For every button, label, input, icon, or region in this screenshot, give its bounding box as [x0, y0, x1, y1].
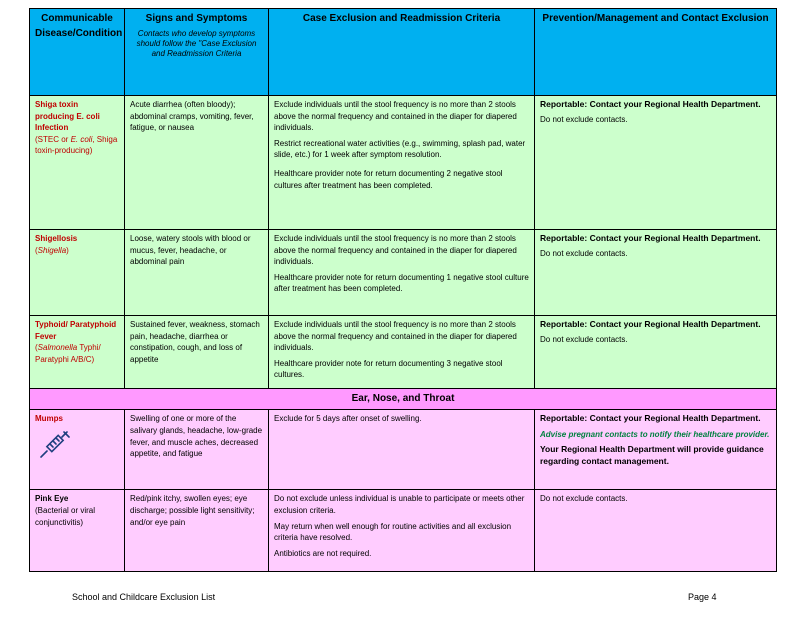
header-exclusion: Case Exclusion and Readmission Criteria — [269, 9, 535, 96]
header-symptoms-title: Signs and Symptoms — [145, 13, 248, 24]
symptoms-cell: Loose, watery stools with blood or mucus, fever, headache, or abdominal pain — [125, 230, 269, 316]
contact-note: Do not exclude contacts. — [540, 494, 628, 504]
section-title: Ear, Nose, and Throat — [30, 388, 777, 410]
table-row — [30, 96, 777, 230]
prevention-cell — [535, 96, 777, 230]
prevention-cell — [535, 230, 777, 316]
condition-cell — [30, 96, 125, 230]
reportable-note: Reportable: Contact your Regional Health Department. — [540, 319, 761, 329]
condition-name: Pink Eye — [35, 494, 69, 504]
symptoms-cell: Acute diarrhea (often bloody); abdominal cramps, vomiting, fever, fatigue, or nausea — [125, 96, 269, 230]
exclusion-cell: Exclude individuals until the stool frequency is no more than 2 stools above the normal frequency and contained in the diaper for diapered individuals. Healthcare provider note for return documenting 1 negative stool culture after treatment has been completed. — [269, 230, 535, 316]
exclusion-cell: Exclude individuals until the stool frequency is no more than 2 stools above the normal frequency and contained in the diaper for diapered individuals. Healthcare provider note for return documenting 3 negative stool cultures. — [269, 316, 535, 389]
condition-subtitle: (Salmonella Typhi/ Paratyphi A/B/C) — [35, 343, 101, 364]
header-symptoms-note: Contacts who develop symptoms should follow the "Case Exclusion and Readmission Criteria — [136, 28, 257, 58]
condition-subtitle: (STEC or E. coli, Shiga toxin-producing) — [35, 134, 118, 156]
table-row — [30, 490, 777, 572]
condition-name: Mumps — [35, 414, 63, 424]
reportable-note: Reportable: Contact your Regional Health Department. — [540, 233, 761, 243]
condition-subtitle: (Bacterial or viral conjunctivitis) — [35, 506, 96, 527]
table-header-row — [30, 9, 777, 96]
condition-cell — [30, 490, 125, 572]
prevention-cell — [535, 316, 777, 389]
symptoms-cell: Red/pink itchy, swollen eyes; eye discharge; possible light sensitivity; and/or eye pain — [125, 490, 269, 572]
condition-cell — [30, 230, 125, 316]
page-number: Page 4 — [688, 592, 717, 602]
header-condition: Communicable Disease/Condition — [30, 9, 125, 96]
condition-name: Shiga toxin producing E. coli Infection — [35, 100, 100, 133]
section-header-row — [30, 388, 777, 410]
condition-subtitle: (Shigella) — [35, 245, 69, 255]
table-row — [30, 230, 777, 316]
exclusion-cell: Exclude for 5 days after onset of swelling. — [269, 410, 535, 490]
table-row — [30, 410, 777, 490]
exclusion-cell: Exclude individuals until the stool frequency is no more than 2 stools above the normal frequency and contained in the diaper for diapered individuals. Restrict recreational water activities (e.g., swimming, splash pad, water slide, etc.) for 1 week after symptom resolution. Healthcare provider note for return documenting 2 negative stool cultures after treatment has been completed. — [269, 96, 535, 230]
exclusion-cell: Do not exclude unless individual is unable to participate or meets other exclusion criteria. May return when well enough for routine activities and all exclusion criteria have resolved. Antibiotics are not required. — [269, 490, 535, 572]
table-row — [30, 316, 777, 389]
contact-note: Do not exclude contacts. — [540, 335, 628, 345]
condition-name: Shigellosis — [35, 234, 78, 243]
condition-cell — [30, 316, 125, 389]
header-prevention: Prevention/Management and Contact Exclusion — [535, 9, 777, 96]
reportable-note: Reportable: Contact your Regional Health Department. — [540, 413, 761, 424]
symptoms-cell: Swelling of one or more of the salivary glands, headache, low-grade fever, and muscle aches, decreased appetite, and fatigue — [125, 410, 269, 490]
guidance-note: Your Regional Health Department will provide guidance regarding contact management. — [540, 444, 764, 466]
contact-note: Do not exclude contacts. — [540, 249, 628, 259]
prevention-cell — [535, 410, 777, 490]
exclusion-table — [29, 8, 777, 572]
condition-name: Typhoid/ Paratyphoid Fever — [35, 320, 117, 341]
header-symptoms — [125, 9, 269, 96]
reportable-note: Reportable: Contact your Regional Health Department. — [540, 99, 761, 109]
prevention-cell — [535, 490, 777, 572]
advise-note: Advise pregnant contacts to notify their healthcare provider. — [540, 429, 770, 439]
footer-title: School and Childcare Exclusion List — [72, 592, 216, 602]
symptoms-cell: Sustained fever, weakness, stomach pain, headache, diarrhea or constipation, cough, and loss of appetite — [125, 316, 269, 389]
condition-cell — [30, 410, 125, 490]
contact-note: Do not exclude contacts. — [540, 115, 628, 125]
syringe-icon — [35, 431, 119, 465]
